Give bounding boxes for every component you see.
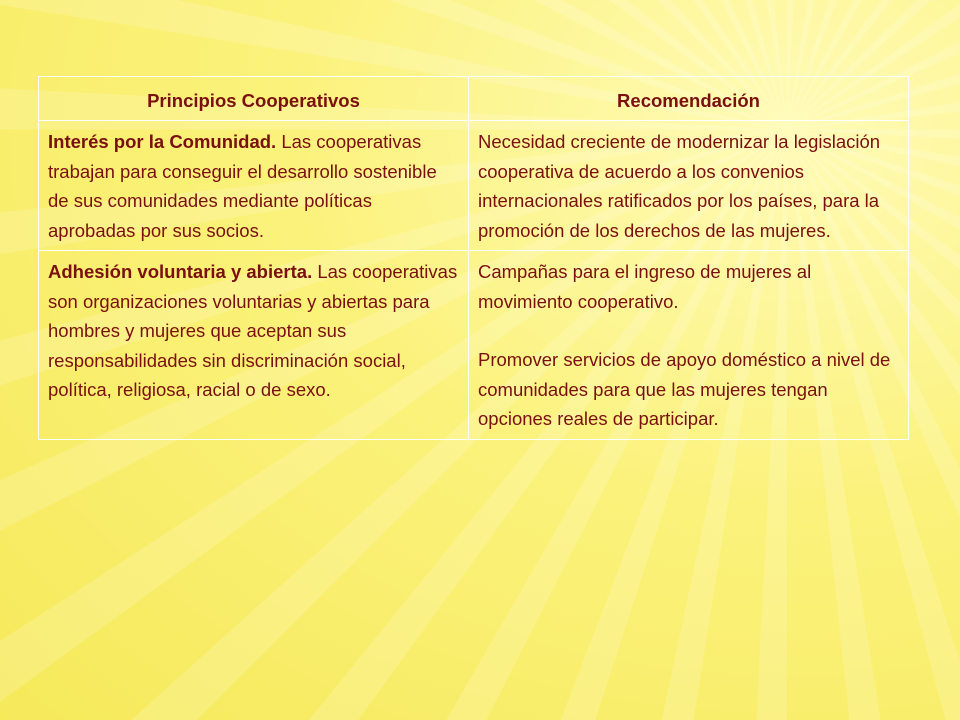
table-row: [39, 251, 909, 440]
recommendation-text: Promover servicios de apoyo doméstico a nivel de comunidades para que las mujeres tengan opciones reales de participar.: [478, 349, 891, 429]
table-header-row: [39, 77, 909, 121]
principle-cell: [39, 121, 469, 251]
principle-cell: [39, 251, 469, 440]
paragraph-spacer: [478, 316, 899, 345]
recommendation-cell: [469, 121, 909, 251]
table-row: [39, 121, 909, 251]
principle-text: Las cooperativas trabajan para conseguir el desarrollo sostenible de sus comunidades mediante políticas aprobadas por sus socios.: [48, 131, 437, 241]
header-principles: Principios Cooperativos: [39, 77, 469, 121]
cooperative-principles-table: [38, 76, 909, 440]
recommendation-text: Campañas para el ingreso de mujeres al movimiento cooperativo.: [478, 261, 812, 312]
header-recommendation: Recomendación: [469, 77, 909, 121]
recommendation-cell: [469, 251, 909, 440]
principle-title: Adhesión voluntaria y abierta.: [48, 261, 313, 282]
recommendation-text: Necesidad creciente de modernizar la legislación cooperativa de acuerdo a los convenios internacionales ratificados por los países, para la promoción de los derechos de las mujeres.: [478, 131, 881, 241]
principle-text: Las cooperativas son organizaciones voluntarias y abiertas para hombres y mujeres que aceptan sus responsabilidades sin discriminación social, política, religiosa, racial o de sexo.: [48, 261, 458, 400]
principle-title: Interés por la Comunidad.: [48, 131, 277, 152]
